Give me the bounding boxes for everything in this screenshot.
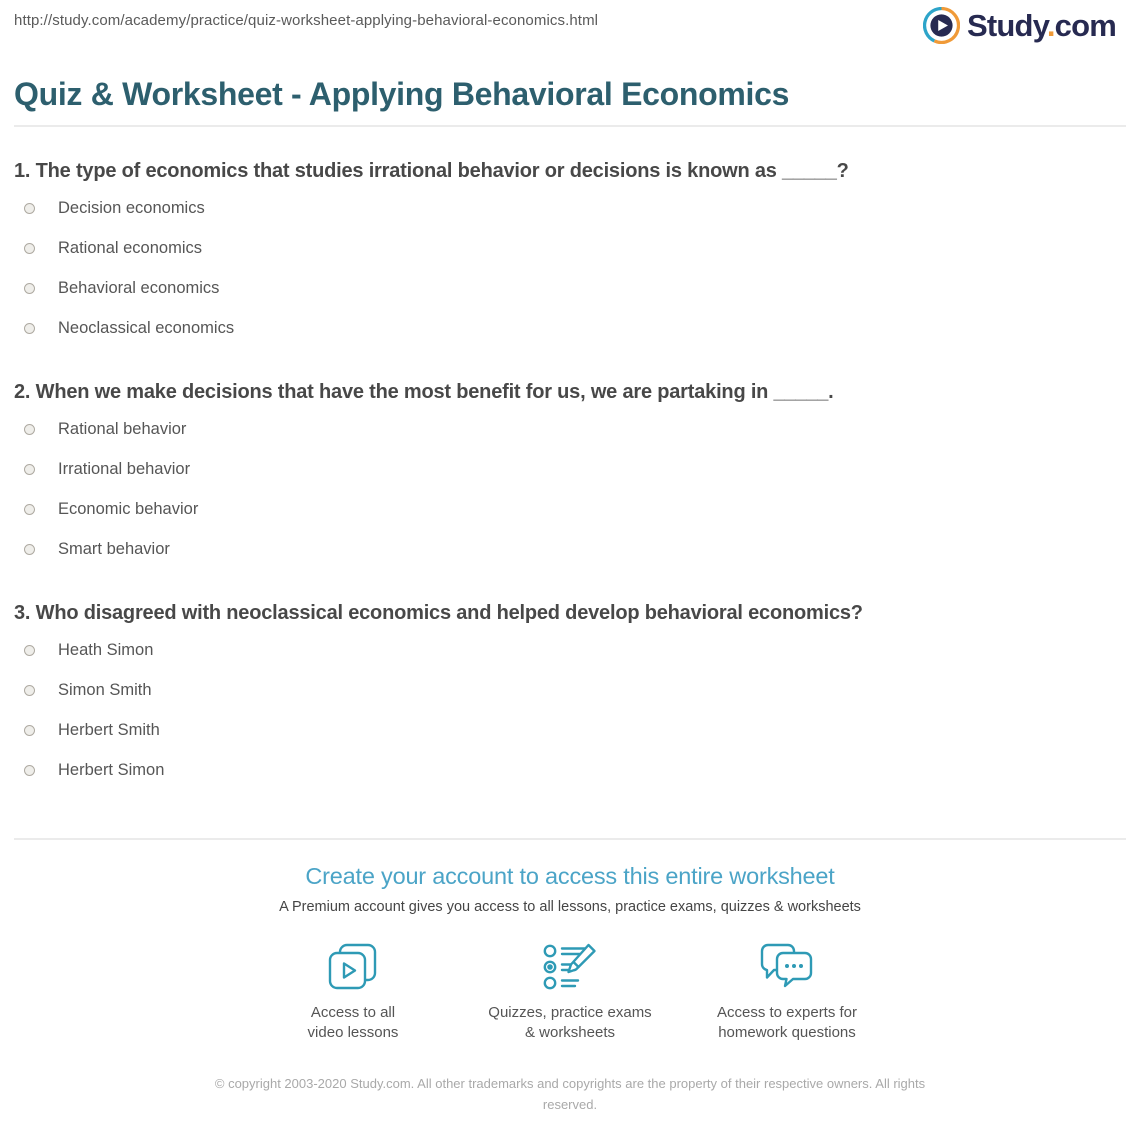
video-lessons-icon bbox=[245, 942, 462, 994]
radio-button-icon[interactable] bbox=[24, 323, 35, 334]
question-2-option-1[interactable] bbox=[14, 409, 1126, 449]
option-label: Behavioral economics bbox=[58, 278, 220, 297]
option-label: Herbert Smith bbox=[58, 720, 160, 739]
feature-expert-help bbox=[679, 942, 896, 1044]
page-url: http://study.com/academy/practice/quiz-worksheet-applying-behavioral-economics.html bbox=[14, 12, 599, 29]
option-label: Heath Simon bbox=[58, 640, 154, 659]
option-label: Rational economics bbox=[58, 238, 202, 257]
feature-video-lessons bbox=[245, 942, 462, 1044]
create-account-link[interactable]: Create your account to access this entire worksheet bbox=[305, 863, 835, 890]
option-label: Neoclassical economics bbox=[58, 318, 235, 337]
quizzes-worksheets-icon bbox=[462, 942, 679, 994]
radio-button-icon[interactable] bbox=[24, 203, 35, 214]
question-3-option-2[interactable] bbox=[14, 670, 1126, 710]
feature-list bbox=[14, 942, 1126, 1044]
question-3 bbox=[14, 602, 1126, 790]
question-2-option-3[interactable] bbox=[14, 489, 1126, 529]
feature-caption: Access to experts for homework questions bbox=[716, 1004, 858, 1042]
question-1-heading: 1. The type of economics that studies irrational behavior or decisions is known as _____? bbox=[14, 160, 849, 183]
radio-button-icon[interactable] bbox=[24, 544, 35, 555]
question-2 bbox=[14, 381, 1126, 569]
option-label: Irrational behavior bbox=[58, 459, 191, 478]
copyright-notice: © copyright 2003-2020 Study.com. All other trademarks and copyrights are the property of their respective owners. All rights reserved. bbox=[214, 1075, 926, 1113]
option-label: Herbert Simon bbox=[58, 760, 165, 779]
question-3-heading: 3. Who disagreed with neoclassical economics and helped develop behavioral economics? bbox=[14, 602, 863, 625]
radio-button-icon[interactable] bbox=[24, 464, 35, 475]
signup-section bbox=[14, 840, 1126, 1115]
expert-chat-icon bbox=[679, 942, 896, 994]
radio-button-icon[interactable] bbox=[24, 283, 35, 294]
option-label: Simon Smith bbox=[58, 680, 152, 699]
page-title: Quiz & Worksheet - Applying Behavioral Economics bbox=[14, 76, 790, 112]
studycom-play-circle-icon bbox=[923, 7, 960, 44]
title-divider bbox=[14, 125, 1126, 127]
option-label: Rational behavior bbox=[58, 419, 187, 438]
studycom-wordmark: Study.com bbox=[967, 7, 1116, 43]
radio-button-icon[interactable] bbox=[24, 765, 35, 776]
option-label: Economic behavior bbox=[58, 499, 199, 518]
radio-button-icon[interactable] bbox=[24, 685, 35, 696]
question-2-option-2[interactable] bbox=[14, 449, 1126, 489]
question-3-option-1[interactable] bbox=[14, 630, 1126, 670]
question-3-option-3[interactable] bbox=[14, 710, 1126, 750]
question-1 bbox=[14, 160, 1126, 348]
feature-quizzes-worksheets bbox=[462, 942, 679, 1044]
question-2-option-4[interactable] bbox=[14, 529, 1126, 569]
feature-caption: Access to all video lessons bbox=[307, 1004, 399, 1042]
question-3-option-4[interactable] bbox=[14, 750, 1126, 790]
premium-account-subtext: A Premium account gives you access to all lessons, practice exams, quizzes & worksheets bbox=[279, 899, 861, 916]
page-header bbox=[0, 0, 1140, 50]
option-label: Smart behavior bbox=[58, 539, 170, 558]
question-1-option-1[interactable] bbox=[14, 188, 1126, 228]
question-2-heading: 2. When we make decisions that have the most benefit for us, we are partaking in _____. bbox=[14, 381, 834, 404]
radio-button-icon[interactable] bbox=[24, 645, 35, 656]
question-1-option-2[interactable] bbox=[14, 228, 1126, 268]
question-1-option-3[interactable] bbox=[14, 268, 1126, 308]
feature-caption: Quizzes, practice exams & worksheets bbox=[488, 1004, 652, 1042]
studycom-logo[interactable] bbox=[923, 7, 1116, 44]
radio-button-icon[interactable] bbox=[24, 504, 35, 515]
option-label: Decision economics bbox=[58, 198, 205, 217]
radio-button-icon[interactable] bbox=[24, 243, 35, 254]
radio-button-icon[interactable] bbox=[24, 725, 35, 736]
question-1-option-4[interactable] bbox=[14, 308, 1126, 348]
radio-button-icon[interactable] bbox=[24, 424, 35, 435]
